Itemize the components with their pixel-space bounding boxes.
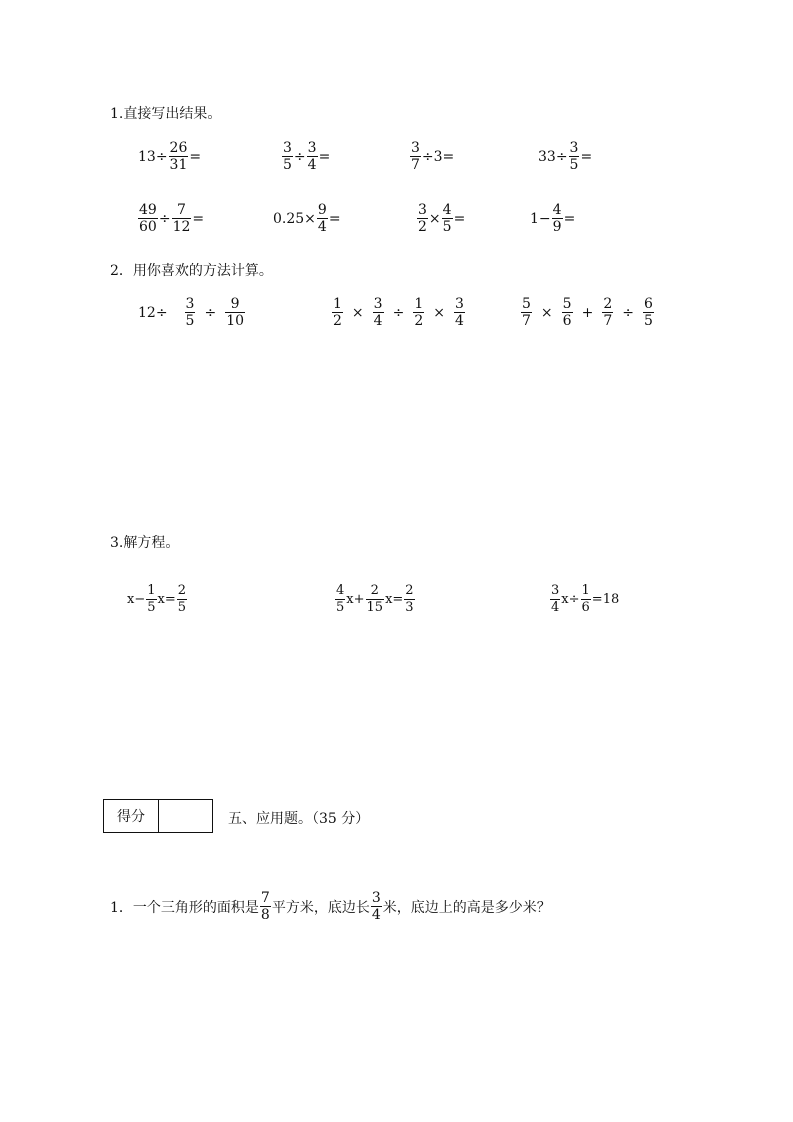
r1-expr-3: $\frac{3}{7}$ ÷3=	[411, 140, 455, 173]
section5-title: 五、应用题。（35 分）	[228, 811, 370, 827]
eq-3: $\frac{3}{4}$ x÷ $\frac{1}{6}$ =18	[551, 583, 620, 615]
r2-expr-1: $\frac{49}{60}$ ÷ $\frac{7}{12}$ =	[139, 202, 205, 235]
section3-title: 3.解方程。	[110, 535, 180, 551]
score-label: 得分	[104, 800, 159, 832]
r2-expr-4: 1− $\frac{4}{9}$ =	[530, 202, 576, 235]
eq-2: $\frac{4}{5}$ x+ $\frac{2}{15}$ x= $\frac{2}{3}$	[336, 583, 414, 615]
r1-expr-4: 33÷ $\frac{3}{5}$ =	[538, 140, 593, 173]
section1-title: 1.直接写出结果。	[110, 106, 222, 122]
eq-1: x− $\frac{1}{5}$ x= $\frac{2}{5}$	[127, 583, 187, 615]
section2-title: 2．用你喜欢的方法计算。	[110, 263, 273, 279]
r1-expr-1: 13÷ $\frac{26}{31}$ =	[138, 140, 202, 173]
s2-expr-3: $\frac{5}{7}$ × $\frac{5}{6}$ + $\frac{2}{7}$ ÷ $\frac{6}{5}$	[522, 296, 653, 329]
word-problem-1: 1．一个三角形的面积是 $\frac{7}{8}$ 平方米，底边长 $\frac{3}{4}$ 米，底边上的高是多少米？	[110, 890, 551, 923]
score-box	[103, 799, 213, 833]
r1-expr-2: $\frac{3}{5}$ ÷ $\frac{3}{4}$ =	[283, 140, 331, 173]
r2-expr-3: $\frac{3}{2}$ × $\frac{4}{5}$ =	[418, 202, 466, 235]
score-value-field[interactable]	[159, 800, 212, 832]
s2-expr-2: $\frac{1}{2}$ × $\frac{3}{4}$ ÷ $\frac{1}{2}$ × $\frac{3}{4}$	[333, 296, 464, 329]
r2-expr-2: 0.25× $\frac{9}{4}$ =	[273, 202, 341, 235]
s2-expr-1: 12÷ $\frac{3}{5}$ ÷ $\frac{9}{10}$	[138, 296, 245, 329]
